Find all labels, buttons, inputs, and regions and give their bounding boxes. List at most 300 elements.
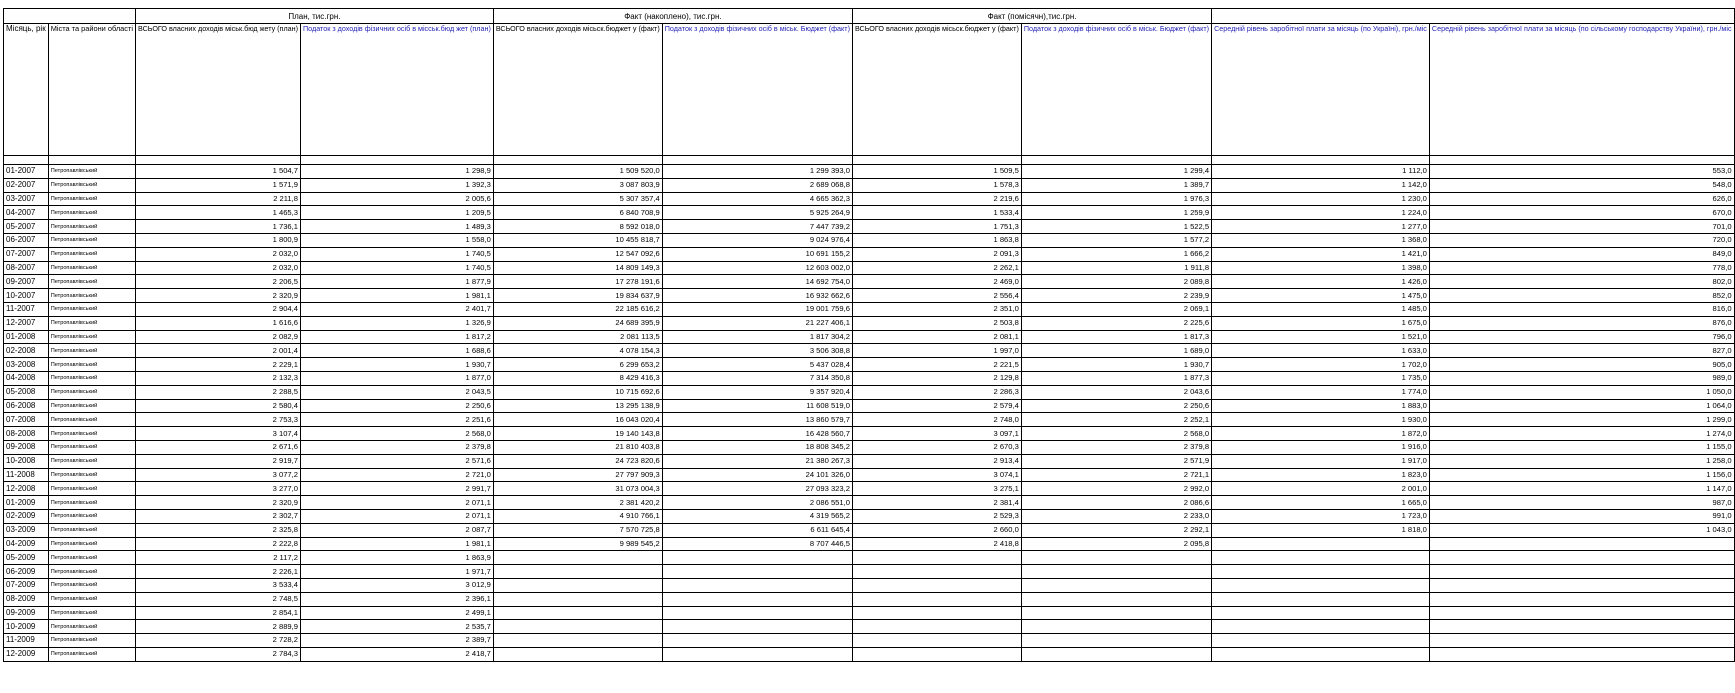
cell-fact-cum-total[interactable] bbox=[493, 565, 662, 579]
cell-month[interactable]: 09-2008 bbox=[4, 440, 49, 454]
cell-fact-month-tax[interactable] bbox=[1021, 565, 1211, 579]
cell-fact-month-tax[interactable]: 1 976,3 bbox=[1021, 192, 1211, 206]
cell-plan-tax[interactable]: 1 981,1 bbox=[301, 289, 494, 303]
cell-plan-tax[interactable]: 2 379,8 bbox=[301, 440, 494, 454]
cell-avg-salary-ukraine[interactable]: 1 230,0 bbox=[1212, 192, 1430, 206]
cell-plan-tax[interactable]: 2 721,0 bbox=[301, 468, 494, 482]
cell-plan-total[interactable]: 2 904,4 bbox=[136, 302, 301, 316]
cell-month[interactable]: 05-2008 bbox=[4, 385, 49, 399]
cell-month[interactable]: 10-2008 bbox=[4, 454, 49, 468]
cell-fact-month-total[interactable]: 1 751,3 bbox=[852, 220, 1021, 234]
cell-plan-total[interactable]: 2 854,1 bbox=[136, 606, 301, 620]
cell-district[interactable]: Петропавлівський bbox=[48, 551, 135, 565]
cell-avg-salary-ukraine[interactable]: 1 485,0 bbox=[1212, 302, 1430, 316]
cell-district[interactable]: Петропавлівський bbox=[48, 620, 135, 634]
cell-fact-cum-total[interactable]: 4 910 766,1 bbox=[493, 509, 662, 523]
cell-avg-salary-ukraine[interactable]: 1 633,0 bbox=[1212, 344, 1430, 358]
cell-avg-salary-agriculture[interactable] bbox=[1429, 592, 1734, 606]
cell-district[interactable]: Петропавлівський bbox=[48, 206, 135, 220]
cell-fact-month-total[interactable]: 3 074,1 bbox=[852, 468, 1021, 482]
cell-month[interactable]: 07-2009 bbox=[4, 578, 49, 592]
cell-fact-cum-total[interactable] bbox=[493, 620, 662, 634]
cell-avg-salary-agriculture[interactable]: 1 043,0 bbox=[1429, 523, 1734, 537]
cell-district[interactable]: Петропавлівський bbox=[48, 233, 135, 247]
cell-fact-month-total[interactable] bbox=[852, 551, 1021, 565]
cell-fact-month-tax[interactable] bbox=[1021, 620, 1211, 634]
cell-fact-month-tax[interactable]: 1 389,7 bbox=[1021, 178, 1211, 192]
cell-district[interactable]: Петропавлівський bbox=[48, 496, 135, 510]
cell-fact-month-total[interactable]: 1 578,3 bbox=[852, 178, 1021, 192]
cell-avg-salary-agriculture[interactable]: 1 258,0 bbox=[1429, 454, 1734, 468]
cell-fact-cum-tax[interactable] bbox=[662, 592, 852, 606]
cell-fact-month-tax[interactable]: 2 379,8 bbox=[1021, 440, 1211, 454]
cell-fact-month-tax[interactable]: 2 250,6 bbox=[1021, 399, 1211, 413]
cell-district[interactable]: Петропавлівський bbox=[48, 482, 135, 496]
cell-district[interactable]: Петропавлівський bbox=[48, 454, 135, 468]
cell-plan-total[interactable]: 2 320,9 bbox=[136, 496, 301, 510]
cell-fact-cum-tax[interactable] bbox=[662, 565, 852, 579]
cell-avg-salary-agriculture[interactable]: 1 147,0 bbox=[1429, 482, 1734, 496]
cell-plan-total[interactable]: 2 889,9 bbox=[136, 620, 301, 634]
cell-district[interactable]: Петропавлівський bbox=[48, 647, 135, 661]
cell-fact-month-tax[interactable]: 2 571,9 bbox=[1021, 454, 1211, 468]
cell-fact-month-total[interactable] bbox=[852, 634, 1021, 648]
cell-avg-salary-agriculture[interactable]: 670,0 bbox=[1429, 206, 1734, 220]
cell-plan-total[interactable]: 2 580,4 bbox=[136, 399, 301, 413]
cell-district[interactable]: Петропавлівський bbox=[48, 371, 135, 385]
cell-month[interactable]: 04-2007 bbox=[4, 206, 49, 220]
cell-fact-month-total[interactable] bbox=[852, 620, 1021, 634]
cell-avg-salary-ukraine[interactable] bbox=[1212, 537, 1430, 551]
cell-fact-cum-tax[interactable]: 11 608 519,0 bbox=[662, 399, 852, 413]
cell-fact-cum-total[interactable]: 14 809 149,3 bbox=[493, 261, 662, 275]
cell-avg-salary-ukraine[interactable]: 1 368,0 bbox=[1212, 233, 1430, 247]
cell-fact-cum-total[interactable]: 2 381 420,2 bbox=[493, 496, 662, 510]
cell-plan-tax[interactable]: 2 568,0 bbox=[301, 427, 494, 441]
cell-fact-cum-total[interactable]: 10 715 692,6 bbox=[493, 385, 662, 399]
cell-avg-salary-ukraine[interactable] bbox=[1212, 620, 1430, 634]
cell-avg-salary-agriculture[interactable]: 905,0 bbox=[1429, 358, 1734, 372]
cell-plan-tax[interactable]: 1 971,7 bbox=[301, 565, 494, 579]
cell-avg-salary-ukraine[interactable]: 1 774,0 bbox=[1212, 385, 1430, 399]
cell-fact-month-tax[interactable]: 2 095,8 bbox=[1021, 537, 1211, 551]
cell-fact-month-total[interactable]: 2 660,0 bbox=[852, 523, 1021, 537]
cell-fact-month-total[interactable]: 2 469,0 bbox=[852, 275, 1021, 289]
cell-fact-month-total[interactable]: 3 275,1 bbox=[852, 482, 1021, 496]
cell-district[interactable]: Петропавлівський bbox=[48, 634, 135, 648]
cell-plan-tax[interactable]: 1 981,1 bbox=[301, 537, 494, 551]
cell-plan-tax[interactable]: 2 250,6 bbox=[301, 399, 494, 413]
cell-avg-salary-agriculture[interactable]: 827,0 bbox=[1429, 344, 1734, 358]
cell-avg-salary-agriculture[interactable]: 1 155,0 bbox=[1429, 440, 1734, 454]
cell-avg-salary-agriculture[interactable] bbox=[1429, 551, 1734, 565]
cell-avg-salary-agriculture[interactable]: 849,0 bbox=[1429, 247, 1734, 261]
cell-fact-month-total[interactable]: 2 081,1 bbox=[852, 330, 1021, 344]
cell-plan-tax[interactable]: 2 401,7 bbox=[301, 302, 494, 316]
cell-fact-month-total[interactable]: 2 556,4 bbox=[852, 289, 1021, 303]
cell-fact-month-tax[interactable]: 2 233,0 bbox=[1021, 509, 1211, 523]
cell-fact-month-total[interactable]: 2 219,6 bbox=[852, 192, 1021, 206]
cell-plan-tax[interactable]: 2 005,6 bbox=[301, 192, 494, 206]
cell-fact-month-total[interactable]: 2 381,4 bbox=[852, 496, 1021, 510]
cell-fact-month-total[interactable]: 2 913,4 bbox=[852, 454, 1021, 468]
cell-month[interactable]: 12-2009 bbox=[4, 647, 49, 661]
cell-fact-month-total[interactable]: 2 091,3 bbox=[852, 247, 1021, 261]
cell-fact-month-tax[interactable] bbox=[1021, 647, 1211, 661]
cell-plan-tax[interactable]: 1 740,5 bbox=[301, 247, 494, 261]
cell-plan-tax[interactable]: 2 499,1 bbox=[301, 606, 494, 620]
cell-plan-total[interactable]: 2 222,8 bbox=[136, 537, 301, 551]
cell-month[interactable]: 12-2007 bbox=[4, 316, 49, 330]
cell-fact-cum-total[interactable]: 9 989 545,2 bbox=[493, 537, 662, 551]
cell-avg-salary-agriculture[interactable]: 852,0 bbox=[1429, 289, 1734, 303]
cell-month[interactable]: 06-2009 bbox=[4, 565, 49, 579]
cell-plan-tax[interactable]: 2 396,1 bbox=[301, 592, 494, 606]
cell-district[interactable]: Петропавлівський bbox=[48, 165, 135, 179]
cell-fact-month-total[interactable]: 2 503,8 bbox=[852, 316, 1021, 330]
cell-fact-month-total[interactable] bbox=[852, 606, 1021, 620]
cell-month[interactable]: 07-2007 bbox=[4, 247, 49, 261]
cell-district[interactable]: Петропавлівський bbox=[48, 592, 135, 606]
cell-avg-salary-agriculture[interactable]: 548,0 bbox=[1429, 178, 1734, 192]
cell-month[interactable]: 10-2009 bbox=[4, 620, 49, 634]
cell-avg-salary-agriculture[interactable]: 991,0 bbox=[1429, 509, 1734, 523]
cell-district[interactable]: Петропавлівський bbox=[48, 330, 135, 344]
cell-avg-salary-agriculture[interactable]: 1 299,0 bbox=[1429, 413, 1734, 427]
cell-fact-month-tax[interactable]: 1 817,3 bbox=[1021, 330, 1211, 344]
cell-avg-salary-agriculture[interactable]: 796,0 bbox=[1429, 330, 1734, 344]
cell-fact-cum-total[interactable]: 21 810 403,8 bbox=[493, 440, 662, 454]
cell-plan-total[interactable]: 2 753,3 bbox=[136, 413, 301, 427]
cell-month[interactable]: 11-2008 bbox=[4, 468, 49, 482]
cell-month[interactable]: 01-2008 bbox=[4, 330, 49, 344]
cell-plan-tax[interactable]: 2 991,7 bbox=[301, 482, 494, 496]
cell-fact-cum-tax[interactable]: 9 357 920,4 bbox=[662, 385, 852, 399]
cell-plan-tax[interactable]: 1 863,9 bbox=[301, 551, 494, 565]
cell-avg-salary-ukraine[interactable] bbox=[1212, 647, 1430, 661]
cell-avg-salary-ukraine[interactable]: 1 521,0 bbox=[1212, 330, 1430, 344]
cell-month[interactable]: 11-2007 bbox=[4, 302, 49, 316]
cell-district[interactable]: Петропавлівський bbox=[48, 220, 135, 234]
cell-fact-month-tax[interactable]: 2 089,8 bbox=[1021, 275, 1211, 289]
cell-fact-cum-tax[interactable]: 6 611 645,4 bbox=[662, 523, 852, 537]
cell-fact-month-tax[interactable]: 1 877,3 bbox=[1021, 371, 1211, 385]
cell-fact-cum-tax[interactable]: 7 314 350,8 bbox=[662, 371, 852, 385]
cell-district[interactable]: Петропавлівський bbox=[48, 606, 135, 620]
cell-fact-cum-tax[interactable]: 16 932 662,6 bbox=[662, 289, 852, 303]
cell-plan-tax[interactable]: 1 930,7 bbox=[301, 358, 494, 372]
cell-plan-tax[interactable]: 2 251,6 bbox=[301, 413, 494, 427]
cell-avg-salary-agriculture[interactable]: 701,0 bbox=[1429, 220, 1734, 234]
cell-district[interactable]: Петропавлівський bbox=[48, 509, 135, 523]
cell-district[interactable]: Петропавлівський bbox=[48, 523, 135, 537]
cell-avg-salary-agriculture[interactable]: 802,0 bbox=[1429, 275, 1734, 289]
cell-avg-salary-ukraine[interactable]: 1 916,0 bbox=[1212, 440, 1430, 454]
cell-plan-total[interactable]: 2 117,2 bbox=[136, 551, 301, 565]
cell-fact-month-tax[interactable]: 1 299,4 bbox=[1021, 165, 1211, 179]
cell-fact-month-total[interactable]: 2 351,0 bbox=[852, 302, 1021, 316]
cell-fact-month-total[interactable]: 1 533,4 bbox=[852, 206, 1021, 220]
cell-fact-month-total[interactable]: 3 097,1 bbox=[852, 427, 1021, 441]
cell-district[interactable]: Петропавлівський bbox=[48, 192, 135, 206]
cell-month[interactable]: 11-2009 bbox=[4, 634, 49, 648]
cell-fact-month-total[interactable] bbox=[852, 647, 1021, 661]
cell-month[interactable]: 04-2008 bbox=[4, 371, 49, 385]
cell-plan-tax[interactable]: 1 688,6 bbox=[301, 344, 494, 358]
cell-fact-cum-total[interactable]: 4 078 154,3 bbox=[493, 344, 662, 358]
cell-avg-salary-ukraine[interactable]: 1 421,0 bbox=[1212, 247, 1430, 261]
cell-plan-total[interactable]: 2 001,4 bbox=[136, 344, 301, 358]
cell-month[interactable]: 09-2007 bbox=[4, 275, 49, 289]
cell-fact-cum-tax[interactable]: 19 001 759,6 bbox=[662, 302, 852, 316]
cell-plan-total[interactable]: 2 302,7 bbox=[136, 509, 301, 523]
cell-plan-tax[interactable]: 2 389,7 bbox=[301, 634, 494, 648]
cell-fact-cum-tax[interactable]: 5 437 028,4 bbox=[662, 358, 852, 372]
cell-fact-cum-tax[interactable] bbox=[662, 578, 852, 592]
cell-month[interactable]: 10-2007 bbox=[4, 289, 49, 303]
cell-avg-salary-agriculture[interactable]: 876,0 bbox=[1429, 316, 1734, 330]
cell-fact-month-total[interactable] bbox=[852, 578, 1021, 592]
cell-plan-tax[interactable]: 1 817,2 bbox=[301, 330, 494, 344]
cell-fact-month-total[interactable]: 2 262,1 bbox=[852, 261, 1021, 275]
cell-avg-salary-agriculture[interactable]: 1 274,0 bbox=[1429, 427, 1734, 441]
cell-district[interactable]: Петропавлівський bbox=[48, 413, 135, 427]
cell-fact-month-tax[interactable]: 2 043,6 bbox=[1021, 385, 1211, 399]
cell-fact-month-total[interactable]: 1 509,5 bbox=[852, 165, 1021, 179]
cell-month[interactable]: 05-2007 bbox=[4, 220, 49, 234]
cell-plan-tax[interactable]: 1 877,0 bbox=[301, 371, 494, 385]
cell-fact-month-tax[interactable]: 1 930,7 bbox=[1021, 358, 1211, 372]
cell-month[interactable]: 07-2008 bbox=[4, 413, 49, 427]
cell-plan-total[interactable]: 2 671,6 bbox=[136, 440, 301, 454]
cell-avg-salary-ukraine[interactable]: 1 702,0 bbox=[1212, 358, 1430, 372]
cell-avg-salary-ukraine[interactable]: 1 735,0 bbox=[1212, 371, 1430, 385]
cell-plan-total[interactable]: 3 077,2 bbox=[136, 468, 301, 482]
cell-plan-total[interactable]: 2 211,8 bbox=[136, 192, 301, 206]
cell-fact-cum-tax[interactable] bbox=[662, 647, 852, 661]
cell-plan-total[interactable]: 2 206,5 bbox=[136, 275, 301, 289]
cell-plan-total[interactable]: 2 919,7 bbox=[136, 454, 301, 468]
cell-plan-tax[interactable]: 1 740,5 bbox=[301, 261, 494, 275]
cell-plan-tax[interactable]: 2 571,6 bbox=[301, 454, 494, 468]
cell-avg-salary-ukraine[interactable] bbox=[1212, 565, 1430, 579]
cell-plan-total[interactable]: 2 728,2 bbox=[136, 634, 301, 648]
cell-plan-tax[interactable]: 1 558,0 bbox=[301, 233, 494, 247]
cell-plan-total[interactable]: 3 277,0 bbox=[136, 482, 301, 496]
cell-avg-salary-ukraine[interactable]: 1 723,0 bbox=[1212, 509, 1430, 523]
cell-district[interactable]: Петропавлівський bbox=[48, 385, 135, 399]
cell-fact-month-tax[interactable]: 2 252,1 bbox=[1021, 413, 1211, 427]
cell-district[interactable]: Петропавлівський bbox=[48, 358, 135, 372]
cell-fact-month-total[interactable]: 2 286,3 bbox=[852, 385, 1021, 399]
cell-plan-total[interactable]: 2 325,8 bbox=[136, 523, 301, 537]
cell-plan-total[interactable]: 2 748,5 bbox=[136, 592, 301, 606]
cell-fact-cum-tax[interactable]: 2 689 068,8 bbox=[662, 178, 852, 192]
cell-avg-salary-agriculture[interactable]: 1 156,0 bbox=[1429, 468, 1734, 482]
cell-district[interactable]: Петропавлівський bbox=[48, 399, 135, 413]
cell-plan-total[interactable]: 2 132,3 bbox=[136, 371, 301, 385]
cell-month[interactable]: 04-2009 bbox=[4, 537, 49, 551]
cell-month[interactable]: 05-2009 bbox=[4, 551, 49, 565]
cell-fact-month-tax[interactable]: 1 911,8 bbox=[1021, 261, 1211, 275]
cell-fact-cum-tax[interactable]: 4 319 565,2 bbox=[662, 509, 852, 523]
cell-plan-total[interactable]: 2 226,1 bbox=[136, 565, 301, 579]
cell-month[interactable]: 12-2008 bbox=[4, 482, 49, 496]
cell-avg-salary-ukraine[interactable]: 1 930,0 bbox=[1212, 413, 1430, 427]
cell-plan-tax[interactable]: 1 209,5 bbox=[301, 206, 494, 220]
cell-plan-tax[interactable]: 1 489,3 bbox=[301, 220, 494, 234]
cell-avg-salary-ukraine[interactable]: 1 224,0 bbox=[1212, 206, 1430, 220]
cell-plan-tax[interactable]: 1 877,9 bbox=[301, 275, 494, 289]
cell-plan-tax[interactable]: 1 298,9 bbox=[301, 165, 494, 179]
cell-avg-salary-agriculture[interactable]: 816,0 bbox=[1429, 302, 1734, 316]
cell-avg-salary-ukraine[interactable]: 1 823,0 bbox=[1212, 468, 1430, 482]
cell-fact-cum-total[interactable]: 7 570 725,8 bbox=[493, 523, 662, 537]
cell-fact-cum-tax[interactable]: 24 101 326,0 bbox=[662, 468, 852, 482]
cell-fact-cum-tax[interactable]: 7 447 739,2 bbox=[662, 220, 852, 234]
cell-fact-cum-total[interactable] bbox=[493, 551, 662, 565]
cell-plan-total[interactable]: 2 288,5 bbox=[136, 385, 301, 399]
cell-fact-cum-total[interactable]: 10 455 818,7 bbox=[493, 233, 662, 247]
cell-avg-salary-agriculture[interactable] bbox=[1429, 565, 1734, 579]
cell-month[interactable]: 06-2008 bbox=[4, 399, 49, 413]
cell-fact-cum-total[interactable]: 8 429 416,3 bbox=[493, 371, 662, 385]
cell-fact-cum-total[interactable]: 24 723 820,6 bbox=[493, 454, 662, 468]
cell-fact-month-tax[interactable]: 1 259,9 bbox=[1021, 206, 1211, 220]
cell-avg-salary-ukraine[interactable] bbox=[1212, 634, 1430, 648]
cell-avg-salary-agriculture[interactable] bbox=[1429, 578, 1734, 592]
cell-fact-cum-total[interactable]: 31 073 004,3 bbox=[493, 482, 662, 496]
cell-avg-salary-ukraine[interactable]: 1 112,0 bbox=[1212, 165, 1430, 179]
cell-plan-tax[interactable]: 2 071,1 bbox=[301, 509, 494, 523]
cell-avg-salary-ukraine[interactable]: 1 665,0 bbox=[1212, 496, 1430, 510]
cell-avg-salary-agriculture[interactable]: 626,0 bbox=[1429, 192, 1734, 206]
cell-plan-tax[interactable]: 3 012,9 bbox=[301, 578, 494, 592]
cell-fact-month-tax[interactable]: 2 721,1 bbox=[1021, 468, 1211, 482]
cell-fact-cum-tax[interactable]: 16 428 560,7 bbox=[662, 427, 852, 441]
cell-district[interactable]: Петропавлівський bbox=[48, 440, 135, 454]
cell-fact-month-tax[interactable]: 1 689,0 bbox=[1021, 344, 1211, 358]
cell-avg-salary-agriculture[interactable] bbox=[1429, 647, 1734, 661]
cell-month[interactable]: 01-2007 bbox=[4, 165, 49, 179]
cell-plan-tax[interactable]: 2 535,7 bbox=[301, 620, 494, 634]
cell-avg-salary-agriculture[interactable]: 987,0 bbox=[1429, 496, 1734, 510]
cell-fact-month-tax[interactable] bbox=[1021, 551, 1211, 565]
cell-fact-cum-total[interactable]: 2 081 113,5 bbox=[493, 330, 662, 344]
cell-fact-cum-total[interactable] bbox=[493, 578, 662, 592]
cell-fact-month-total[interactable]: 2 579,4 bbox=[852, 399, 1021, 413]
cell-fact-cum-tax[interactable]: 18 808 345,2 bbox=[662, 440, 852, 454]
cell-fact-month-total[interactable]: 2 748,0 bbox=[852, 413, 1021, 427]
cell-avg-salary-agriculture[interactable]: 720,0 bbox=[1429, 233, 1734, 247]
cell-plan-total[interactable]: 2 082,9 bbox=[136, 330, 301, 344]
cell-avg-salary-ukraine[interactable]: 1 475,0 bbox=[1212, 289, 1430, 303]
cell-fact-month-total[interactable]: 2 670,3 bbox=[852, 440, 1021, 454]
cell-district[interactable]: Петропавлівський bbox=[48, 468, 135, 482]
cell-district[interactable]: Петропавлівський bbox=[48, 247, 135, 261]
cell-fact-cum-tax[interactable] bbox=[662, 620, 852, 634]
cell-fact-cum-tax[interactable]: 14 692 754,0 bbox=[662, 275, 852, 289]
cell-avg-salary-ukraine[interactable]: 1 872,0 bbox=[1212, 427, 1430, 441]
cell-fact-cum-tax[interactable]: 5 925 264,9 bbox=[662, 206, 852, 220]
cell-fact-cum-total[interactable]: 1 509 520,0 bbox=[493, 165, 662, 179]
cell-avg-salary-agriculture[interactable] bbox=[1429, 606, 1734, 620]
cell-fact-cum-tax[interactable]: 8 707 446,5 bbox=[662, 537, 852, 551]
cell-avg-salary-agriculture[interactable] bbox=[1429, 634, 1734, 648]
cell-fact-cum-total[interactable]: 12 547 092,6 bbox=[493, 247, 662, 261]
cell-avg-salary-ukraine[interactable]: 1 142,0 bbox=[1212, 178, 1430, 192]
cell-fact-cum-tax[interactable]: 12 603 002,0 bbox=[662, 261, 852, 275]
cell-plan-total[interactable]: 3 533,4 bbox=[136, 578, 301, 592]
cell-fact-cum-tax[interactable]: 10 691 155,2 bbox=[662, 247, 852, 261]
cell-district[interactable]: Петропавлівський bbox=[48, 316, 135, 330]
cell-fact-month-total[interactable]: 2 529,3 bbox=[852, 509, 1021, 523]
cell-month[interactable]: 02-2009 bbox=[4, 509, 49, 523]
cell-avg-salary-ukraine[interactable]: 1 398,0 bbox=[1212, 261, 1430, 275]
cell-avg-salary-ukraine[interactable]: 2 001,0 bbox=[1212, 482, 1430, 496]
cell-fact-cum-tax[interactable]: 21 227 406,1 bbox=[662, 316, 852, 330]
cell-fact-cum-tax[interactable]: 4 665 362,3 bbox=[662, 192, 852, 206]
cell-plan-total[interactable]: 1 800,9 bbox=[136, 233, 301, 247]
cell-fact-month-tax[interactable]: 2 225,6 bbox=[1021, 316, 1211, 330]
cell-month[interactable]: 08-2009 bbox=[4, 592, 49, 606]
cell-fact-cum-tax[interactable]: 1 817 304,2 bbox=[662, 330, 852, 344]
cell-fact-cum-total[interactable]: 24 689 395,9 bbox=[493, 316, 662, 330]
cell-plan-total[interactable]: 1 465,3 bbox=[136, 206, 301, 220]
cell-plan-tax[interactable]: 1 392,3 bbox=[301, 178, 494, 192]
cell-plan-total[interactable]: 1 616,6 bbox=[136, 316, 301, 330]
cell-plan-total[interactable]: 1 736,1 bbox=[136, 220, 301, 234]
cell-fact-month-total[interactable]: 2 418,8 bbox=[852, 537, 1021, 551]
cell-month[interactable]: 08-2007 bbox=[4, 261, 49, 275]
cell-fact-month-total[interactable]: 1 863,8 bbox=[852, 233, 1021, 247]
cell-avg-salary-agriculture[interactable]: 1 064,0 bbox=[1429, 399, 1734, 413]
cell-avg-salary-ukraine[interactable]: 1 917,0 bbox=[1212, 454, 1430, 468]
cell-fact-cum-tax[interactable]: 27 093 323,2 bbox=[662, 482, 852, 496]
cell-plan-tax[interactable]: 2 043,5 bbox=[301, 385, 494, 399]
cell-avg-salary-ukraine[interactable] bbox=[1212, 551, 1430, 565]
cell-fact-month-tax[interactable]: 2 239,9 bbox=[1021, 289, 1211, 303]
cell-fact-cum-total[interactable]: 16 043 020,4 bbox=[493, 413, 662, 427]
cell-fact-month-tax[interactable]: 1 577,2 bbox=[1021, 233, 1211, 247]
cell-avg-salary-ukraine[interactable] bbox=[1212, 592, 1430, 606]
cell-fact-cum-total[interactable]: 13 295 138,9 bbox=[493, 399, 662, 413]
cell-district[interactable]: Петропавлівський bbox=[48, 578, 135, 592]
cell-district[interactable]: Петропавлівський bbox=[48, 275, 135, 289]
cell-fact-cum-total[interactable]: 5 307 357,4 bbox=[493, 192, 662, 206]
cell-fact-month-tax[interactable] bbox=[1021, 634, 1211, 648]
cell-plan-total[interactable]: 2 784,3 bbox=[136, 647, 301, 661]
cell-fact-cum-tax[interactable] bbox=[662, 551, 852, 565]
cell-fact-cum-total[interactable]: 17 278 191,6 bbox=[493, 275, 662, 289]
cell-avg-salary-agriculture[interactable]: 1 050,0 bbox=[1429, 385, 1734, 399]
cell-plan-total[interactable]: 2 229,1 bbox=[136, 358, 301, 372]
cell-avg-salary-ukraine[interactable]: 1 818,0 bbox=[1212, 523, 1430, 537]
cell-avg-salary-ukraine[interactable]: 1 675,0 bbox=[1212, 316, 1430, 330]
cell-plan-tax[interactable]: 2 087,7 bbox=[301, 523, 494, 537]
cell-plan-total[interactable]: 2 320,9 bbox=[136, 289, 301, 303]
cell-fact-cum-tax[interactable]: 2 086 551,0 bbox=[662, 496, 852, 510]
cell-avg-salary-ukraine[interactable] bbox=[1212, 606, 1430, 620]
cell-plan-total[interactable]: 1 571,9 bbox=[136, 178, 301, 192]
cell-month[interactable]: 09-2009 bbox=[4, 606, 49, 620]
cell-avg-salary-agriculture[interactable] bbox=[1429, 537, 1734, 551]
cell-avg-salary-agriculture[interactable] bbox=[1429, 620, 1734, 634]
cell-district[interactable]: Петропавлівський bbox=[48, 289, 135, 303]
cell-plan-total[interactable]: 3 107,4 bbox=[136, 427, 301, 441]
cell-fact-cum-total[interactable] bbox=[493, 634, 662, 648]
cell-avg-salary-ukraine[interactable]: 1 426,0 bbox=[1212, 275, 1430, 289]
